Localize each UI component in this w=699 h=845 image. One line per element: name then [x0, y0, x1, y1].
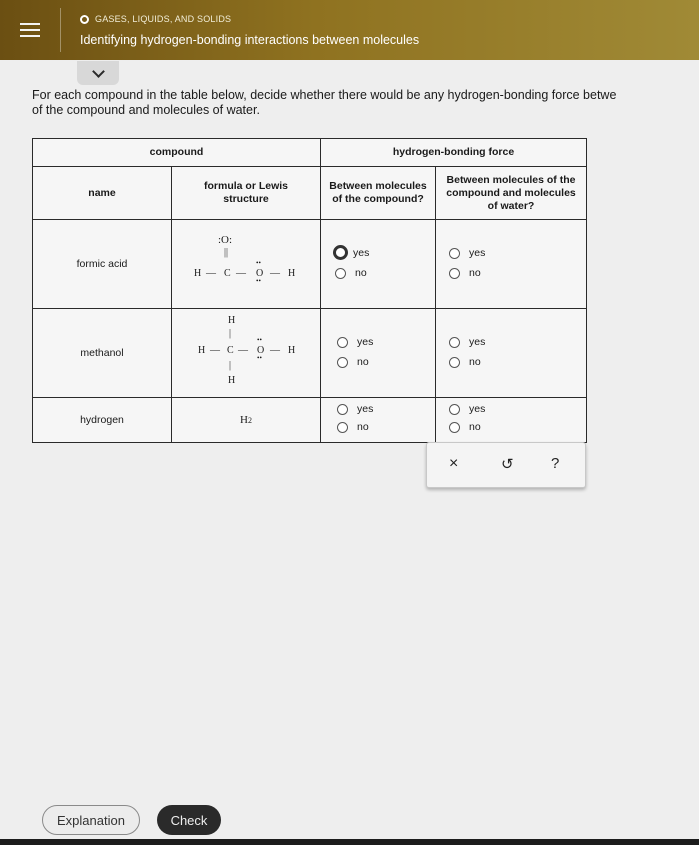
check-button[interactable]: Check — [157, 805, 221, 835]
radio-methanol-compound-yes[interactable] — [337, 336, 373, 348]
help-icon[interactable]: ? — [551, 455, 560, 472]
header-divider — [60, 8, 61, 52]
radio-circle[interactable] — [449, 422, 460, 433]
radio-formic-water-no[interactable] — [449, 267, 481, 279]
radio-circle[interactable] — [335, 268, 346, 279]
radio-hydrogen-compound-no[interactable] — [337, 421, 369, 433]
bottom-bar — [0, 839, 699, 845]
lewis-bond: — — [270, 345, 280, 356]
radio-methanol-water-no[interactable] — [449, 356, 481, 368]
lewis-h: H — [288, 268, 296, 279]
radio-label: no — [355, 267, 367, 279]
radio-label: yes — [469, 336, 486, 348]
radio-hydrogen-water-yes[interactable] — [449, 403, 485, 415]
radio-label: yes — [469, 403, 486, 415]
radio-label: yes — [353, 246, 370, 259]
lewis-bond: | — [229, 328, 232, 339]
radio-circle[interactable] — [337, 422, 348, 433]
radio-circle[interactable] — [337, 404, 348, 415]
instructions-line-2: of the compound and molecules of water. — [32, 103, 260, 117]
lewis-o: O — [257, 345, 265, 356]
radio-formic-water-yes[interactable] — [449, 247, 485, 259]
between-compound-header: Between molecules of the compound? — [329, 180, 427, 205]
lewis-h: H — [288, 345, 296, 356]
compound-header: compound — [149, 146, 204, 158]
lewis-h: H — [198, 345, 206, 356]
lewis-structure-formic-acid — [172, 220, 320, 308]
radio-circle[interactable] — [337, 357, 348, 368]
lewis-bond: — — [270, 268, 280, 279]
lewis-lone-pair: •• — [257, 354, 262, 362]
formula-hydrogen — [172, 398, 320, 442]
radio-hydrogen-water-no[interactable] — [449, 421, 481, 433]
radio-methanol-compound-no[interactable] — [337, 356, 369, 368]
radio-formic-compound-yes[interactable] — [335, 245, 369, 260]
lewis-o: O — [256, 268, 264, 279]
row-name-formic-acid: formic acid — [76, 258, 128, 270]
lewis-double-bond: || — [224, 247, 229, 258]
hbond-header: hydrogen-bonding force — [392, 146, 515, 158]
lewis-structure-methanol — [172, 309, 320, 397]
name-header: name — [88, 186, 116, 199]
hamburger-icon — [20, 19, 40, 41]
menu-button[interactable] — [0, 0, 60, 60]
lewis-c: C — [227, 345, 234, 356]
instructions — [32, 88, 699, 118]
top-header — [0, 0, 699, 60]
radio-circle[interactable] — [449, 357, 460, 368]
table-divider — [320, 139, 321, 442]
lewis-bond: — — [236, 268, 246, 279]
radio-circle[interactable] — [449, 404, 460, 415]
lewis-lone-pair: •• — [256, 277, 261, 285]
row-name-hydrogen: hydrogen — [80, 414, 124, 426]
radio-label: no — [357, 356, 369, 368]
clear-icon[interactable]: × — [449, 455, 459, 472]
collapse-toggle[interactable] — [77, 61, 119, 85]
topic-label: GASES, LIQUIDS, AND SOLIDS — [95, 14, 232, 24]
radio-formic-compound-no[interactable] — [335, 267, 367, 279]
table-divider — [435, 166, 436, 442]
topic-line — [80, 14, 231, 24]
between-water-header: Between molecules of the compound and molecules of water? — [446, 173, 576, 212]
radio-label: yes — [469, 247, 486, 259]
instructions-line-1: For each compound in the table below, decide whether there would be any hydrogen-bonding force betwe — [32, 88, 617, 102]
radio-circle[interactable] — [449, 268, 460, 279]
undo-icon[interactable]: ↺ — [501, 456, 514, 473]
radio-label: yes — [357, 403, 374, 415]
lesson-title: Identifying hydrogen-bonding interactions between molecules — [80, 33, 420, 47]
lewis-bond: | — [229, 360, 232, 371]
lewis-c: C — [224, 268, 231, 279]
answer-toolbar — [426, 442, 586, 488]
radio-label: no — [469, 421, 481, 433]
radio-circle[interactable] — [449, 248, 460, 259]
lewis-bond: — — [206, 268, 216, 279]
radio-hydrogen-compound-yes[interactable] — [337, 403, 373, 415]
lewis-bond: — — [238, 345, 248, 356]
lewis-h: H — [228, 315, 236, 326]
lewis-carbonyl-o: :O: — [218, 234, 233, 246]
radio-label: no — [469, 267, 481, 279]
lewis-lone-pair: •• — [257, 336, 262, 344]
chevron-down-icon — [92, 65, 105, 78]
lewis-h: H — [194, 268, 202, 279]
radio-circle[interactable] — [337, 337, 348, 348]
radio-circle[interactable] — [449, 337, 460, 348]
radio-label: no — [357, 421, 369, 433]
progress-dot-icon — [80, 15, 89, 24]
lewis-lone-pair: •• — [256, 259, 261, 267]
hbond-table — [32, 138, 587, 443]
lewis-h: H — [228, 375, 236, 386]
radio-label: no — [469, 356, 481, 368]
formula-symbol: H — [240, 414, 248, 426]
radio-methanol-water-yes[interactable] — [449, 336, 485, 348]
row-name-methanol: methanol — [80, 347, 124, 359]
radio-label: yes — [357, 336, 374, 348]
explanation-button[interactable]: Explanation — [42, 805, 140, 835]
lewis-bond: — — [210, 345, 220, 356]
radio-circle[interactable] — [333, 245, 348, 260]
formula-header: formula or Lewis structure — [203, 180, 288, 205]
formula-subscript: 2 — [247, 415, 252, 425]
